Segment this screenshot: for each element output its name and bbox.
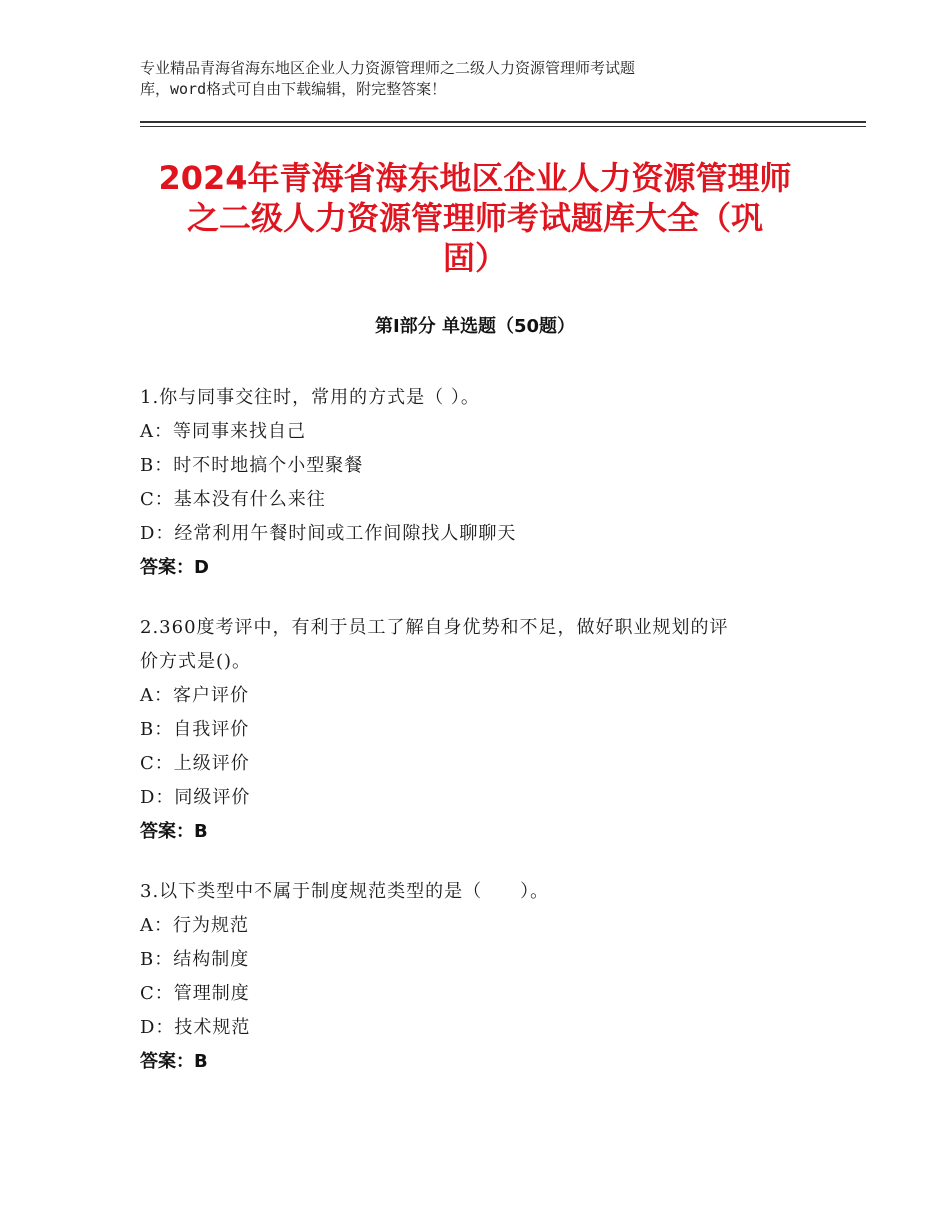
answer-label: 答案：D (140, 557, 209, 578)
question-stem-line: 3.以下类型中不属于制度规范类型的是（ ）。 (140, 881, 550, 902)
option-c: C：管理制度 (140, 983, 250, 1004)
document-title-line: 固） (442, 239, 507, 277)
option-b: B：时不时地搞个小型聚餐 (140, 455, 364, 476)
document-title-line: 之二级人力资源管理师考试题库大全（巩 (186, 199, 763, 237)
option-a: A：行为规范 (140, 915, 249, 936)
option-d: D：同级评价 (140, 787, 251, 808)
header-note (140, 58, 820, 100)
section-title: 第Ⅰ部分 单选题（50题） (374, 316, 575, 337)
document-title-line: 2024年青海省海东地区企业人力资源管理师 (158, 159, 792, 197)
option-d: D：技术规范 (140, 1017, 251, 1038)
header-divider-thin (140, 126, 866, 127)
option-a: A：客户评价 (140, 685, 249, 706)
question-list (140, 381, 820, 1105)
option-c: C：基本没有什么来往 (140, 489, 326, 510)
option-b: B：结构制度 (140, 949, 250, 970)
question-stem (140, 875, 820, 909)
option-c: C：上级评价 (140, 753, 250, 774)
document-title (120, 158, 830, 278)
option-a: A：等同事来找自己 (140, 421, 306, 442)
header-divider-thick (140, 121, 866, 123)
option-b: B：自我评价 (140, 719, 250, 740)
option-d: D：经常利用午餐时间或工作间隙找人聊聊天 (140, 523, 517, 544)
question-stem (140, 381, 820, 415)
question-stem-line: 1.你与同事交往时，常用的方式是（ ）。 (140, 387, 480, 408)
question-item (140, 611, 820, 849)
question-item (140, 875, 820, 1079)
question-stem (140, 611, 820, 679)
header-note-line: 库，word格式可自由下载编辑，附完整答案！ (140, 80, 447, 98)
question-stem-line: 价方式是()。 (140, 651, 252, 672)
question-item (140, 381, 820, 585)
question-stem-line: 2.360度考评中，有利于员工了解自身优势和不足，做好职业规划的评 (140, 617, 729, 638)
header-note-line: 专业精品青海省海东地区企业人力资源管理师之二级人力资源管理师考试题 (140, 59, 636, 77)
answer-label: 答案：B (140, 821, 208, 842)
answer-label: 答案：B (140, 1051, 208, 1072)
